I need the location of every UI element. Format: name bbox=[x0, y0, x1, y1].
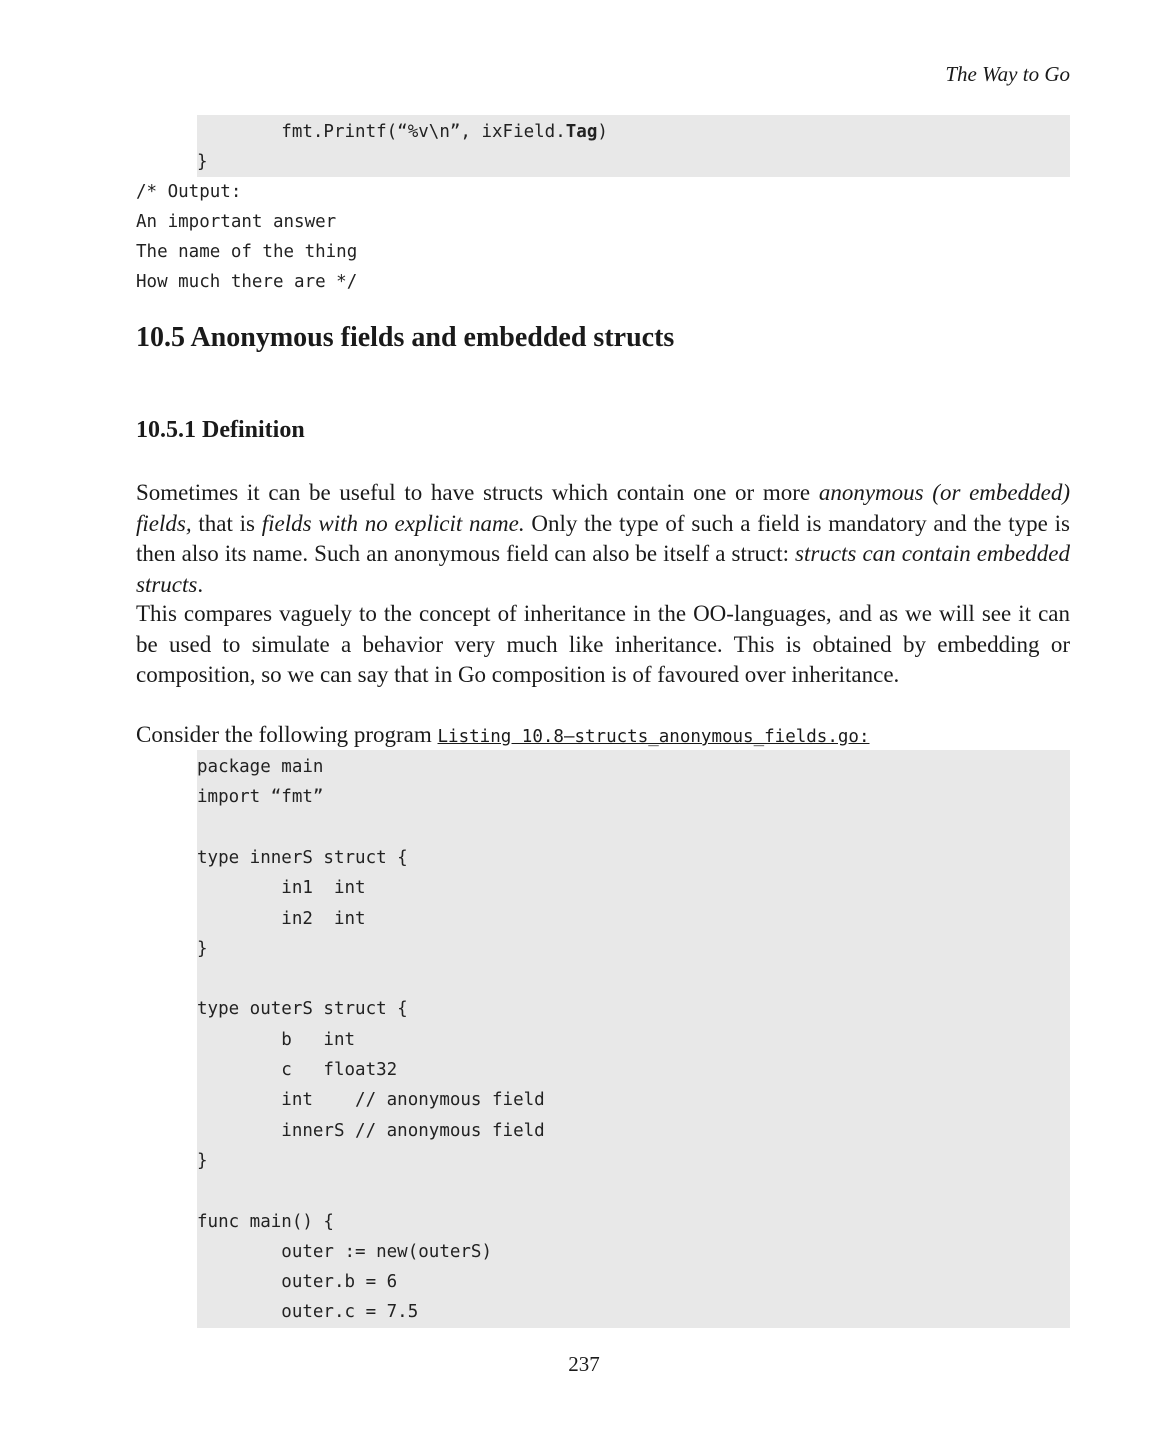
paragraph-text: Only the type of such a field is mandatory and the type is then also its name. Such an anonymous field can also be itself a struct: bbox=[136, 510, 1070, 566]
paragraph-text: that is bbox=[191, 510, 262, 536]
emphasis-text: structs can contain embedded structs bbox=[136, 541, 1070, 597]
running-header: The Way to Go bbox=[945, 62, 1070, 86]
code-line: in2 int bbox=[197, 908, 366, 929]
code-line: innerS // anonymous field bbox=[197, 1120, 545, 1141]
code-bold-text: Tag bbox=[565, 122, 598, 142]
output-line: /* Output: bbox=[136, 182, 242, 202]
listing-reference-link[interactable]: Listing 10.8—structs_anonymous_fields.go: bbox=[437, 727, 870, 747]
paragraph-text: Consider the following program bbox=[136, 722, 438, 747]
paragraph-inheritance: This compares vaguely to the concept of inheritance in the OO-languages, and as we will see it can be used to simulate a behavior very much like inheritance. This is obtained by embedding or composition, so we can say that in Go composition is of favoured over inheritance. bbox=[136, 601, 1070, 687]
code-line: func main() { bbox=[197, 1211, 334, 1232]
code-line: import “fmt” bbox=[197, 787, 324, 808]
output-line: How much there are */ bbox=[136, 272, 358, 292]
code-line: int // anonymous field bbox=[197, 1090, 545, 1111]
code-line: outer.b = 6 bbox=[197, 1272, 398, 1293]
listing-code-block bbox=[197, 750, 1070, 1328]
paragraph-text: . bbox=[197, 571, 204, 597]
page-number: 237 bbox=[568, 1352, 600, 1376]
paragraph-listing-intro bbox=[136, 720, 1070, 753]
code-line: type innerS struct { bbox=[197, 847, 408, 868]
code-line: } bbox=[197, 1150, 208, 1171]
code-line: type outerS struct { bbox=[197, 999, 408, 1020]
emphasis-text: fields with no explicit name. bbox=[261, 510, 525, 536]
top-code-block bbox=[197, 115, 1070, 177]
code-line: outer.c = 7.5 bbox=[197, 1302, 419, 1323]
output-line: The name of the thing bbox=[136, 242, 358, 262]
subsection-title: 10.5.1 Definition bbox=[136, 417, 305, 443]
paragraph-definition bbox=[136, 478, 1070, 600]
section-title: 10.5 Anonymous fields and embedded structs bbox=[136, 322, 675, 353]
code-line: in1 int bbox=[197, 878, 366, 899]
code-line: b int bbox=[197, 1029, 356, 1050]
code-line: } bbox=[197, 938, 208, 959]
code-line: } bbox=[197, 152, 208, 172]
paragraph-text: Sometimes it can be useful to have structs which contain one or more bbox=[136, 480, 819, 505]
code-line: outer := new(outerS) bbox=[197, 1241, 493, 1262]
emphasis-text: anonymous (or embedded) fields, bbox=[136, 480, 1070, 536]
code-line: package main bbox=[197, 757, 324, 777]
code-line: c float32 bbox=[197, 1060, 398, 1080]
code-text: fmt.Printf(“%v\n”, ixField. bbox=[197, 122, 566, 142]
output-line: An important answer bbox=[136, 212, 337, 232]
code-text: ) bbox=[597, 122, 608, 142]
code-line bbox=[197, 117, 608, 147]
